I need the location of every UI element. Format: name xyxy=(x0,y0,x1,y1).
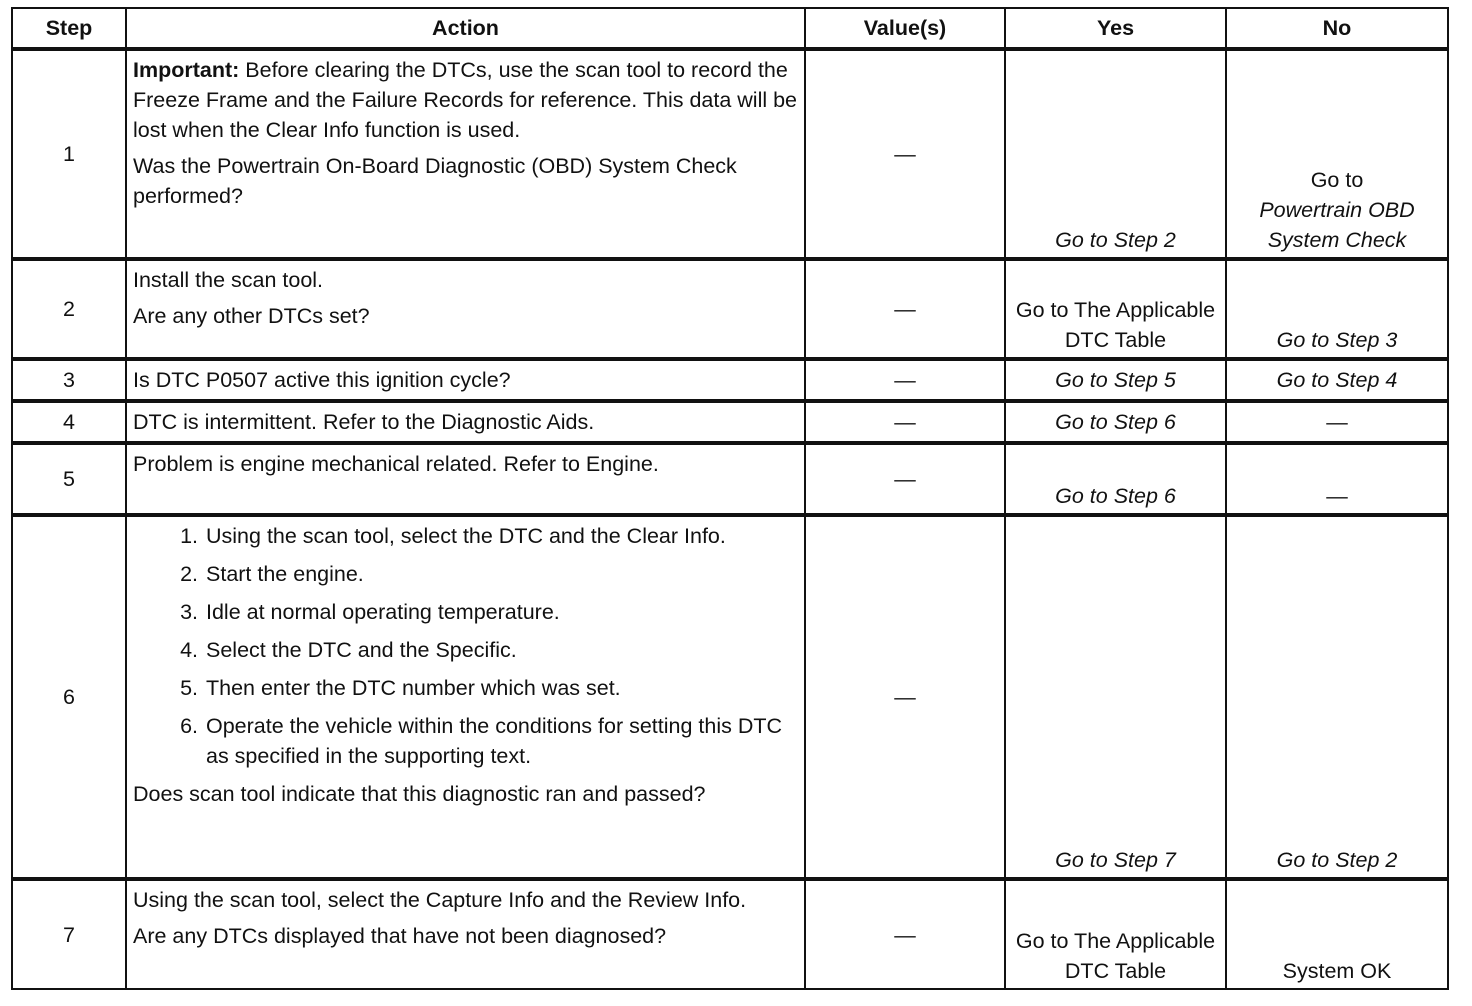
table-row-step-7 xyxy=(12,879,1448,989)
action-cell xyxy=(126,515,805,879)
action-cell xyxy=(126,259,805,359)
substep-text: Using the scan tool, select the DTC and the Clear Info. xyxy=(206,524,726,548)
header-values: Value(s) xyxy=(805,8,1005,49)
substep-list xyxy=(133,521,798,771)
yes-cell: Go to The Applicable DTC Table xyxy=(1005,879,1226,989)
header-yes: Yes xyxy=(1005,8,1226,49)
value-cell: — xyxy=(805,879,1005,989)
action-question: Was the Powertrain On-Board Diagnostic (OBD) System Check performed? xyxy=(133,154,737,208)
step-number: 6 xyxy=(12,515,126,879)
no-cell-line1: Go to xyxy=(1310,168,1364,192)
value-cell: — xyxy=(805,515,1005,879)
action-question: Are any other DTCs set? xyxy=(133,304,370,328)
action-text: Using the scan tool, select the Capture Info and the Review Info. xyxy=(133,888,747,912)
no-cell: Go to Step 2 xyxy=(1226,515,1448,879)
action-cell: Problem is engine mechanical related. Refer to Engine. xyxy=(126,443,805,515)
action-question: Does scan tool indicate that this diagnostic ran and passed? xyxy=(133,782,706,806)
action-cell xyxy=(126,49,805,259)
substep-text: Start the engine. xyxy=(206,562,364,586)
action-text: Install the scan tool. xyxy=(133,268,324,292)
header-step: Step xyxy=(12,8,126,49)
substep-item xyxy=(133,559,798,589)
step-number: 4 xyxy=(12,401,126,443)
action-question: Are any DTCs displayed that have not been diagnosed? xyxy=(133,924,667,948)
substep-text: Idle at normal operating temperature. xyxy=(206,600,560,624)
substep-item xyxy=(133,673,798,703)
no-cell: System OK xyxy=(1226,879,1448,989)
yes-cell: Go to Step 6 xyxy=(1005,401,1226,443)
diagnostic-table xyxy=(11,7,1449,990)
table-row-step-5 xyxy=(12,443,1448,515)
substep-text: Operate the vehicle within the conditions for setting this DTC as specified in the supporting text. xyxy=(206,714,783,768)
table-row-step-4 xyxy=(12,401,1448,443)
step-number: 1 xyxy=(12,49,126,259)
substep-item xyxy=(133,635,798,665)
value-cell: — xyxy=(805,49,1005,259)
value-cell: — xyxy=(805,259,1005,359)
step-number: 2 xyxy=(12,259,126,359)
value-cell: — xyxy=(805,359,1005,401)
table-row-step-6 xyxy=(12,515,1448,879)
yes-cell: Go to Step 2 xyxy=(1005,49,1226,259)
no-cell-link: Powertrain OBD System Check xyxy=(1259,198,1415,252)
value-cell: — xyxy=(805,443,1005,515)
yes-cell: Go to Step 5 xyxy=(1005,359,1226,401)
substep-item xyxy=(133,521,798,551)
substep-number: 2. xyxy=(180,562,198,586)
no-cell: — xyxy=(1226,401,1448,443)
no-cell: Go to Step 4 xyxy=(1226,359,1448,401)
substep-number: 3. xyxy=(180,600,198,624)
no-cell: — xyxy=(1226,443,1448,515)
substep-text: Select the DTC and the Specific. xyxy=(206,638,517,662)
header-action: Action xyxy=(126,8,805,49)
important-text: Before clearing the DTCs, use the scan tool to record the Freeze Frame and the Failure Records for reference. This data will be lost when the Clear Info function is used. xyxy=(133,58,798,142)
table-row-step-2 xyxy=(12,259,1448,359)
substep-number: 5. xyxy=(180,676,198,700)
substep-item xyxy=(133,597,798,627)
no-cell: Go to Step 3 xyxy=(1226,259,1448,359)
action-cell: Is DTC P0507 active this ignition cycle? xyxy=(126,359,805,401)
table-row-step-3 xyxy=(12,359,1448,401)
step-number: 7 xyxy=(12,879,126,989)
action-cell: DTC is intermittent. Refer to the Diagnostic Aids. xyxy=(126,401,805,443)
important-label: Important: xyxy=(133,58,240,82)
value-cell: — xyxy=(805,401,1005,443)
yes-cell: Go to Step 7 xyxy=(1005,515,1226,879)
header-no: No xyxy=(1226,8,1448,49)
yes-cell: Go to Step 6 xyxy=(1005,443,1226,515)
important-note xyxy=(133,55,798,145)
step-number: 5 xyxy=(12,443,126,515)
table-row-step-1 xyxy=(12,49,1448,259)
no-cell xyxy=(1226,49,1448,259)
step-number: 3 xyxy=(12,359,126,401)
action-cell xyxy=(126,879,805,989)
yes-cell: Go to The Applicable DTC Table xyxy=(1005,259,1226,359)
substep-item xyxy=(133,711,798,771)
substep-number: 1. xyxy=(180,524,198,548)
substep-number: 6. xyxy=(180,714,198,738)
header-row xyxy=(12,8,1448,49)
substep-number: 4. xyxy=(180,638,198,662)
substep-text: Then enter the DTC number which was set. xyxy=(206,676,621,700)
